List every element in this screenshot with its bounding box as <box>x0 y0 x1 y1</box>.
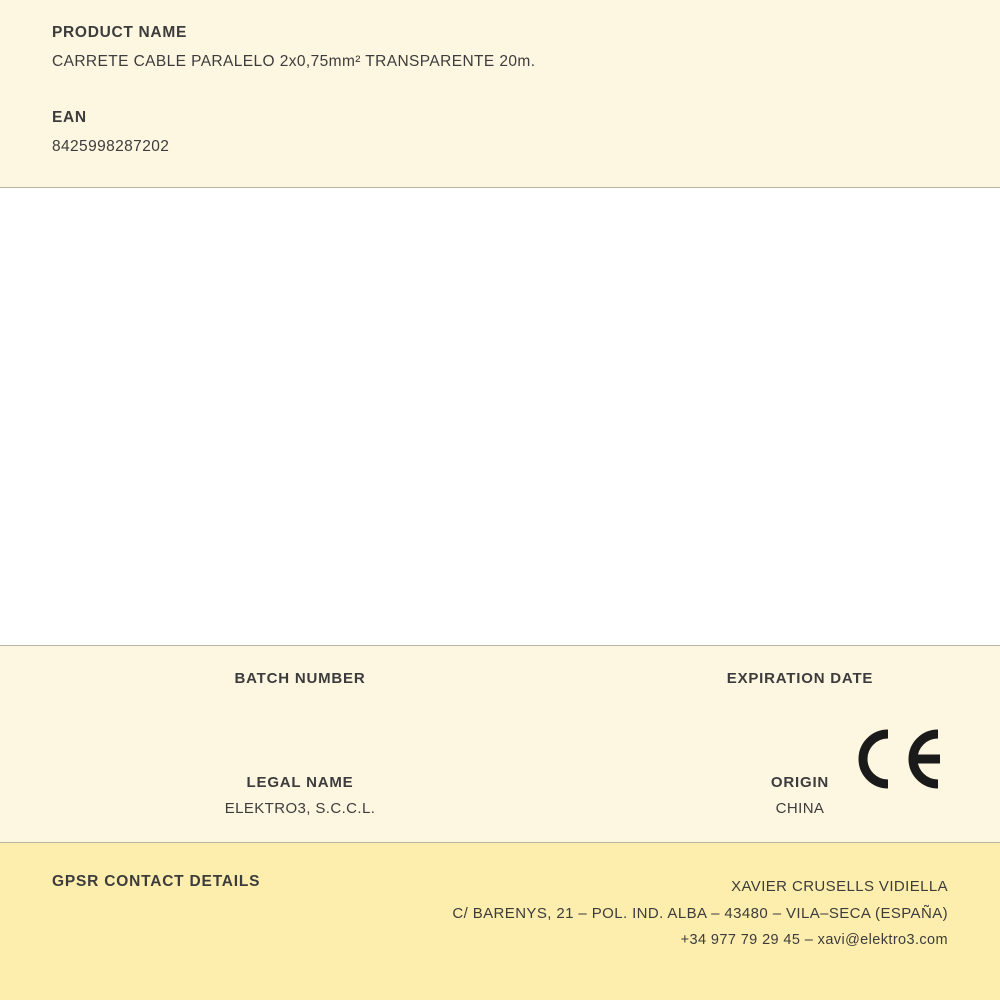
product-details-section <box>0 646 1000 843</box>
legal-name-value: ELEKTRO3, S.C.C.L. <box>224 800 376 817</box>
gpsr-contact-phone-email: +34 977 79 29 45 – xavi@elektro3.com <box>680 932 948 948</box>
origin-value: CHINA <box>775 800 825 817</box>
details-row-spacer <box>0 714 1000 774</box>
gpsr-contact-lines <box>452 873 948 954</box>
gpsr-contact-title: GPSR CONTACT DETAILS <box>52 873 261 890</box>
legal-name-cell <box>0 774 600 818</box>
legal-name-label: LEGAL NAME <box>246 774 354 791</box>
gpsr-contact-address: C/ BARENYS, 21 – POL. IND. ALBA – 43480 – VILA–SECA (ESPAÑA) <box>452 905 948 922</box>
product-name-label: PRODUCT NAME <box>52 24 187 41</box>
batch-number-label: BATCH NUMBER <box>234 670 366 687</box>
origin-label: ORIGIN <box>770 774 830 791</box>
field-spacer <box>52 71 948 109</box>
details-row-legal-origin <box>0 774 1000 818</box>
ce-marking-icon <box>852 728 942 790</box>
gpsr-contact-section <box>0 843 1000 1000</box>
expiration-date-value <box>610 696 990 714</box>
expiration-date-cell <box>600 670 1000 714</box>
batch-number-value <box>10 696 590 714</box>
expiration-date-label: EXPIRATION DATE <box>726 670 874 687</box>
product-info-section <box>0 0 1000 188</box>
product-name-value: CARRETE CABLE PARALELO 2x0,75mm² TRANSPARENTE 20m. <box>52 53 536 70</box>
ean-value: 8425998287202 <box>52 138 170 155</box>
batch-number-cell <box>0 670 600 714</box>
gpsr-contact-name: XAVIER CRUSELLS VIDIELLA <box>731 878 948 895</box>
product-image-area <box>0 188 1000 646</box>
ean-label: EAN <box>52 109 87 126</box>
details-row-batch-expiration <box>0 670 1000 714</box>
